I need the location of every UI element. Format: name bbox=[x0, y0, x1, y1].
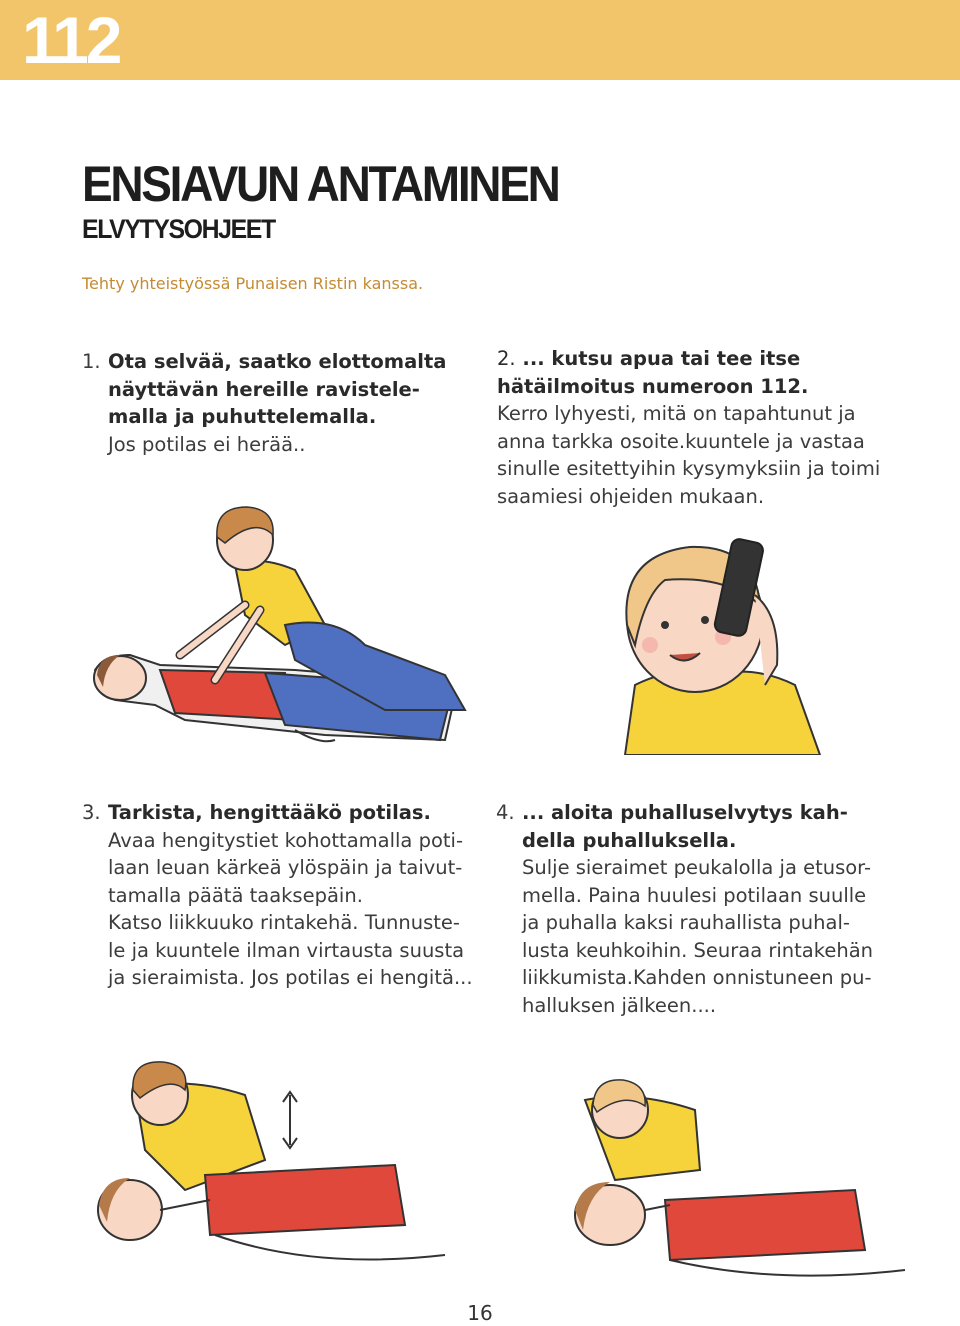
step-lead: ... aloita puhalluselvytys kah- della puhalluksella. bbox=[522, 801, 848, 852]
step-4 bbox=[496, 799, 916, 1019]
credit-line: Tehty yhteistyössä Punaisen Ristin kanssa. bbox=[82, 274, 424, 293]
page-title: ENSIAVUN ANTAMINEN bbox=[82, 156, 559, 212]
page-number: 16 bbox=[467, 1301, 493, 1325]
section-number: 112 bbox=[22, 3, 120, 77]
step-number: 2. bbox=[497, 347, 516, 370]
illustration-check-breathing bbox=[85, 1050, 465, 1290]
page-subtitle: ELVYTYSOHJEET bbox=[82, 214, 275, 244]
step-number: 1. bbox=[82, 350, 101, 373]
step-text: Sulje sieraimet peukalolla ja etusor- mella. Paina huulesi potilaan suulle ja puhalla kaksi rauhallista puhal- lusta keuhkoihin. Seuraa rintakehän liikkumista.Kahden onnistuneen pu- halluksen jälkeen.... bbox=[522, 856, 874, 1017]
step-2 bbox=[497, 345, 917, 510]
step-number: 4. bbox=[496, 801, 515, 824]
step-lead: 2. ... kutsu apua tai tee itse hätäilmoitus numeroon 112. bbox=[497, 347, 809, 398]
step-lead: Tarkista, hengittääkö potilas. bbox=[108, 801, 431, 824]
step-lead: Ota selvää, saatko elottomalta näyttävän hereille ravistele- malla ja puhuttelemalla. bbox=[108, 350, 447, 428]
step-text: Avaa hengitystiet kohottamalla poti- laan leuan kärkeä ylöspäin ja taivut- tamalla päätä taaksepäin. Katso liikkuuko rintakehä. Tunnuste- le ja kuuntele ilman virtausta suusta ja sieraimista. Jos potilas ei hengitä... bbox=[108, 828, 473, 989]
step-text: Kerro lyhyesti, mitä on tapahtunut ja anna tarkka osoite.kuuntele ja vastaa sinulle esitettyihin kysymyksiin ja toimi saamiesi ohjeiden mukaan. bbox=[497, 402, 881, 508]
illustration-rescue-breaths bbox=[525, 1070, 910, 1295]
step-1 bbox=[82, 348, 482, 458]
step-3 bbox=[82, 799, 482, 992]
header-band bbox=[0, 0, 960, 80]
illustration-shake-victim bbox=[85, 495, 475, 765]
step-text: Jos potilas ei herää.. bbox=[108, 432, 306, 456]
illustration-phone-call bbox=[605, 535, 830, 755]
step-number: 3. bbox=[82, 801, 101, 824]
